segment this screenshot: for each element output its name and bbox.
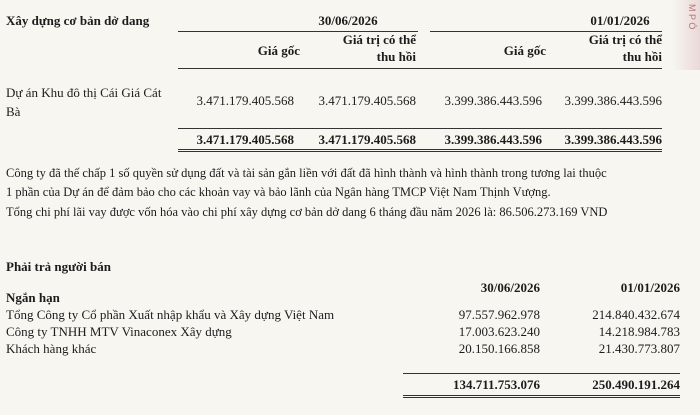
construction-title: Xây dựng cơ bản dở dang: [6, 13, 150, 28]
project-row-label: [6, 83, 161, 121]
total-recoverable-prior: 3.399.386.443.596: [564, 132, 662, 147]
col-recoverable-prior-line1: Giá trị có thể: [588, 32, 662, 47]
project-row-label-line2: Bà: [6, 104, 21, 119]
payables-date-current: 30/06/2026: [480, 280, 540, 295]
col-recoverable-prior: [546, 31, 662, 65]
payables-total-prior: 250.490.191.264: [592, 377, 680, 392]
col-recoverable-current: [300, 31, 416, 65]
project-recoverable-prior: 3.399.386.443.596: [564, 93, 662, 108]
payables-row-label: Khách hàng khác: [6, 341, 97, 356]
col-cost-current: Giá gốc: [257, 43, 300, 58]
payables-total-top-rule: [403, 373, 680, 374]
payables-total-double-rule-a: [403, 395, 680, 396]
payables-title: Phải trả người bán: [6, 259, 111, 274]
project-cost-prior: 3.399.386.443.596: [444, 93, 542, 108]
payables-row-prior: 14.218.984.783: [598, 324, 680, 339]
payables-row-current: 97.557.962.978: [458, 307, 540, 322]
payables-subtitle: Ngắn hạn: [6, 290, 60, 305]
col-recoverable-prior-line2: thu hồi: [622, 49, 662, 64]
payables-row-label: Tổng Công ty Cổ phần Xuất nhập khẩu và Xây dựng Việt Nam: [6, 307, 335, 322]
stamp-edge-text: M P Ó: [687, 4, 697, 30]
construction-date-prior: 01/01/2026: [590, 13, 650, 28]
payables-total-double-rule-b: [403, 397, 680, 398]
payables-row-prior: 214.840.432.674: [592, 307, 680, 322]
total-recoverable-current: 3.471.179.405.568: [318, 132, 416, 147]
note-line-3: Tổng chi phí lãi vay được vốn hóa vào chi phí xây dựng cơ bản dở dang 6 tháng đầu năm 2026 là: 86.506.273.169 VND: [6, 205, 608, 219]
payables-row-current: 17.003.623.240: [458, 324, 540, 339]
payables-row-prior: 21.430.773.807: [598, 341, 680, 356]
col-recoverable-current-line1: Giá trị có thể: [342, 32, 416, 47]
total-cost-prior: 3.399.386.443.596: [444, 132, 542, 147]
payables-date-prior: 01/01/2026: [620, 280, 680, 295]
stamp-edge: [672, 0, 700, 70]
total-double-rule-a: [178, 149, 662, 150]
header-bottom-rule: [178, 68, 662, 69]
total-top-rule: [178, 128, 662, 129]
note-line-1: Công ty đã thế chấp 1 số quyền sử dụng đất và tài sản gắn liền với đất đã hình thành và hình thành trong tương lai thuộc: [6, 166, 607, 180]
payables-row-current: 20.150.166.858: [458, 341, 540, 356]
note-line-2: 1 phần của Dự án để đảm bảo cho các khoản vay và bảo lãnh của Ngân hàng TMCP Việt Nam Thịnh Vượng.: [6, 185, 551, 199]
payables-total-current: 134.711.753.076: [452, 377, 540, 392]
col-cost-prior: Giá gốc: [503, 43, 546, 58]
construction-date-current: 30/06/2026: [318, 13, 378, 28]
project-recoverable-current: 3.471.179.405.568: [318, 93, 416, 108]
col-recoverable-current-line2: thu hồi: [376, 49, 416, 64]
project-row-label-line1: Dự án Khu đô thị Cái Giá Cát: [6, 85, 162, 100]
payables-row-label: Công ty TNHH MTV Vinaconex Xây dựng: [6, 324, 232, 339]
total-double-rule-b: [178, 151, 662, 152]
total-cost-current: 3.471.179.405.568: [196, 132, 294, 147]
project-cost-current: 3.471.179.405.568: [196, 93, 294, 108]
